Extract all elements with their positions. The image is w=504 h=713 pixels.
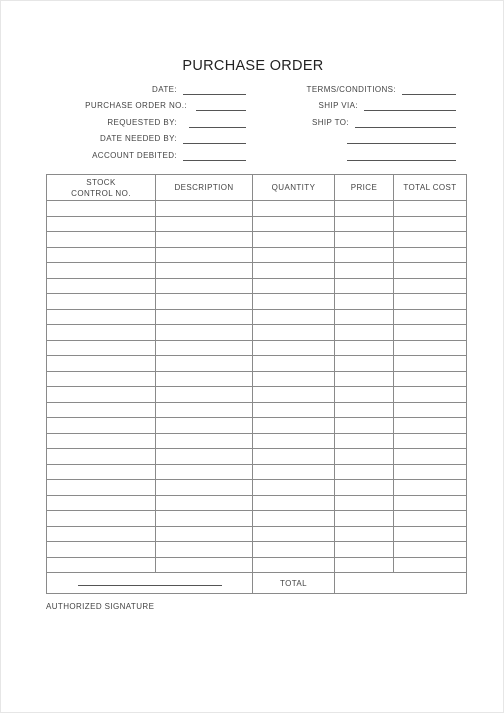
cell-stock-control-no[interactable] xyxy=(47,402,156,418)
cell-quantity[interactable] xyxy=(253,309,335,325)
table-row xyxy=(47,340,467,356)
date-field[interactable] xyxy=(183,94,246,95)
cell-total-cost[interactable] xyxy=(394,433,467,449)
cell-stock-control-no[interactable] xyxy=(47,418,156,434)
ship-to-line-3[interactable] xyxy=(347,160,456,161)
cell-stock-control-no[interactable] xyxy=(47,542,156,558)
ship-to-line-2[interactable] xyxy=(347,143,456,144)
cell-stock-control-no[interactable] xyxy=(47,511,156,527)
cell-price[interactable] xyxy=(335,201,394,217)
cell-price[interactable] xyxy=(335,371,394,387)
cell-quantity[interactable] xyxy=(253,294,335,310)
cell-quantity[interactable] xyxy=(253,263,335,279)
cell-total-cost[interactable] xyxy=(394,480,467,496)
cell-price[interactable] xyxy=(335,325,394,341)
cell-total-cost[interactable] xyxy=(394,356,467,372)
cell-price[interactable] xyxy=(335,557,394,573)
table-row xyxy=(47,232,467,248)
cell-description[interactable] xyxy=(156,216,253,232)
requested-by-label: REQUESTED BY: xyxy=(107,118,177,127)
cell-stock-control-no[interactable] xyxy=(47,464,156,480)
cell-price[interactable] xyxy=(335,356,394,372)
table-row xyxy=(47,433,467,449)
cell-description[interactable] xyxy=(156,542,253,558)
total-row xyxy=(47,573,467,594)
cell-stock-control-no[interactable] xyxy=(47,356,156,372)
cell-description[interactable] xyxy=(156,356,253,372)
cell-price[interactable] xyxy=(335,294,394,310)
cell-description[interactable] xyxy=(156,511,253,527)
cell-quantity[interactable] xyxy=(253,449,335,465)
cell-price[interactable] xyxy=(335,402,394,418)
terms-field[interactable] xyxy=(402,94,456,95)
total-value-cell[interactable] xyxy=(335,573,467,594)
cell-description[interactable] xyxy=(156,402,253,418)
cell-description[interactable] xyxy=(156,526,253,542)
table-row xyxy=(47,511,467,527)
total-label: TOTAL xyxy=(253,573,335,594)
table-row xyxy=(47,371,467,387)
cell-price[interactable] xyxy=(335,340,394,356)
cell-price[interactable] xyxy=(335,433,394,449)
po-number-label: PURCHASE ORDER NO.: xyxy=(85,101,187,110)
cell-total-cost[interactable] xyxy=(394,371,467,387)
cell-description[interactable] xyxy=(156,557,253,573)
cell-description[interactable] xyxy=(156,480,253,496)
col-total-cost: TOTAL COST xyxy=(394,175,467,201)
cell-description[interactable] xyxy=(156,309,253,325)
col-quantity: QUANTITY xyxy=(253,175,335,201)
table-row xyxy=(47,418,467,434)
cell-quantity[interactable] xyxy=(253,371,335,387)
date-needed-field[interactable] xyxy=(183,143,246,144)
cell-total-cost[interactable] xyxy=(394,294,467,310)
table-row xyxy=(47,449,467,465)
cell-price[interactable] xyxy=(335,464,394,480)
table-row xyxy=(47,526,467,542)
table-row xyxy=(47,542,467,558)
table-row xyxy=(47,201,467,217)
col-price: PRICE xyxy=(335,175,394,201)
cell-quantity[interactable] xyxy=(253,557,335,573)
item-rows xyxy=(47,201,467,573)
cell-total-cost[interactable] xyxy=(394,278,467,294)
po-number-field[interactable] xyxy=(196,110,246,111)
cell-total-cost[interactable] xyxy=(394,418,467,434)
cell-quantity[interactable] xyxy=(253,278,335,294)
cell-stock-control-no[interactable] xyxy=(47,201,156,217)
cell-total-cost[interactable] xyxy=(394,216,467,232)
cell-total-cost[interactable] xyxy=(394,387,467,403)
table-row xyxy=(47,464,467,480)
cell-description[interactable] xyxy=(156,464,253,480)
cell-quantity[interactable] xyxy=(253,402,335,418)
cell-total-cost[interactable] xyxy=(394,340,467,356)
cell-total-cost[interactable] xyxy=(394,495,467,511)
cell-description[interactable] xyxy=(156,495,253,511)
cell-price[interactable] xyxy=(335,449,394,465)
table-row xyxy=(47,387,467,403)
cell-description[interactable] xyxy=(156,340,253,356)
cell-price[interactable] xyxy=(335,216,394,232)
col-stock-control-no xyxy=(47,175,156,201)
cell-quantity[interactable] xyxy=(253,495,335,511)
cell-description[interactable] xyxy=(156,201,253,217)
cell-quantity[interactable] xyxy=(253,232,335,248)
cell-stock-control-no[interactable] xyxy=(47,247,156,263)
table-row xyxy=(47,309,467,325)
ship-via-field[interactable] xyxy=(364,110,456,111)
table-row xyxy=(47,480,467,496)
cell-total-cost[interactable] xyxy=(394,557,467,573)
table-row xyxy=(47,356,467,372)
cell-quantity[interactable] xyxy=(253,340,335,356)
cell-description[interactable] xyxy=(156,387,253,403)
cell-total-cost[interactable] xyxy=(394,449,467,465)
cell-stock-control-no[interactable] xyxy=(47,557,156,573)
table-header-row xyxy=(47,175,467,201)
cell-total-cost[interactable] xyxy=(394,402,467,418)
cell-description[interactable] xyxy=(156,232,253,248)
cell-price[interactable] xyxy=(335,387,394,403)
cell-quantity[interactable] xyxy=(253,387,335,403)
authorized-signature-label: AUTHORIZED SIGNATURE xyxy=(46,602,155,611)
cell-price[interactable] xyxy=(335,526,394,542)
cell-quantity[interactable] xyxy=(253,247,335,263)
cell-price[interactable] xyxy=(335,542,394,558)
account-debited-field[interactable] xyxy=(183,160,246,161)
cell-price[interactable] xyxy=(335,263,394,279)
table-row xyxy=(47,495,467,511)
cell-price[interactable] xyxy=(335,511,394,527)
cell-stock-control-no[interactable] xyxy=(47,278,156,294)
ship-to-label: SHIP TO: xyxy=(312,118,349,127)
cell-stock-control-no[interactable] xyxy=(47,526,156,542)
cell-description[interactable] xyxy=(156,325,253,341)
cell-stock-control-no[interactable] xyxy=(47,263,156,279)
date-needed-label: DATE NEEDED BY: xyxy=(100,134,177,143)
cell-description[interactable] xyxy=(156,433,253,449)
cell-total-cost[interactable] xyxy=(394,309,467,325)
cell-price[interactable] xyxy=(335,278,394,294)
items-table xyxy=(46,174,467,594)
cell-description[interactable] xyxy=(156,247,253,263)
cell-stock-control-no[interactable] xyxy=(47,449,156,465)
cell-quantity[interactable] xyxy=(253,464,335,480)
cell-stock-control-no[interactable] xyxy=(47,340,156,356)
cell-total-cost[interactable] xyxy=(394,325,467,341)
table-row xyxy=(47,247,467,263)
table-row xyxy=(47,402,467,418)
cell-price[interactable] xyxy=(335,309,394,325)
cell-total-cost[interactable] xyxy=(394,263,467,279)
cell-total-cost[interactable] xyxy=(394,247,467,263)
cell-total-cost[interactable] xyxy=(394,511,467,527)
cell-quantity[interactable] xyxy=(253,216,335,232)
cell-stock-control-no[interactable] xyxy=(47,480,156,496)
cell-stock-control-no[interactable] xyxy=(47,309,156,325)
cell-description[interactable] xyxy=(156,449,253,465)
cell-description[interactable] xyxy=(156,263,253,279)
table-row xyxy=(47,557,467,573)
cell-quantity[interactable] xyxy=(253,201,335,217)
signature-cell xyxy=(47,573,253,594)
cell-stock-control-no[interactable] xyxy=(47,495,156,511)
cell-quantity[interactable] xyxy=(253,325,335,341)
cell-quantity[interactable] xyxy=(253,542,335,558)
col-stock-control-no-label: STOCK CONTROL NO. xyxy=(71,177,131,198)
col-description: DESCRIPTION xyxy=(156,175,253,201)
table-row xyxy=(47,278,467,294)
cell-description[interactable] xyxy=(156,278,253,294)
table-row xyxy=(47,294,467,310)
table-row xyxy=(47,216,467,232)
requested-by-field[interactable] xyxy=(189,127,246,128)
cell-quantity[interactable] xyxy=(253,356,335,372)
cell-description[interactable] xyxy=(156,418,253,434)
date-label: DATE: xyxy=(152,85,177,94)
cell-price[interactable] xyxy=(335,418,394,434)
page-title: PURCHASE ORDER xyxy=(182,58,324,74)
cell-description[interactable] xyxy=(156,294,253,310)
account-debited-label: ACCOUNT DEBITED: xyxy=(92,151,177,160)
cell-total-cost[interactable] xyxy=(394,526,467,542)
ship-to-field[interactable] xyxy=(355,127,456,128)
cell-quantity[interactable] xyxy=(253,433,335,449)
cell-quantity[interactable] xyxy=(253,526,335,542)
cell-price[interactable] xyxy=(335,480,394,496)
terms-label: TERMS/CONDITIONS: xyxy=(306,85,396,94)
cell-stock-control-no[interactable] xyxy=(47,387,156,403)
cell-quantity[interactable] xyxy=(253,480,335,496)
cell-stock-control-no[interactable] xyxy=(47,371,156,387)
ship-via-label: SHIP VIA: xyxy=(318,101,358,110)
cell-description[interactable] xyxy=(156,371,253,387)
table-row xyxy=(47,325,467,341)
cell-stock-control-no[interactable] xyxy=(47,294,156,310)
cell-stock-control-no[interactable] xyxy=(47,216,156,232)
cell-total-cost[interactable] xyxy=(394,542,467,558)
cell-quantity[interactable] xyxy=(253,418,335,434)
cell-total-cost[interactable] xyxy=(394,464,467,480)
cell-price[interactable] xyxy=(335,232,394,248)
cell-price[interactable] xyxy=(335,495,394,511)
cell-stock-control-no[interactable] xyxy=(47,433,156,449)
cell-quantity[interactable] xyxy=(253,511,335,527)
cell-stock-control-no[interactable] xyxy=(47,325,156,341)
cell-stock-control-no[interactable] xyxy=(47,232,156,248)
signature-line[interactable] xyxy=(78,585,222,586)
cell-total-cost[interactable] xyxy=(394,232,467,248)
cell-total-cost[interactable] xyxy=(394,201,467,217)
cell-price[interactable] xyxy=(335,247,394,263)
table-row xyxy=(47,263,467,279)
